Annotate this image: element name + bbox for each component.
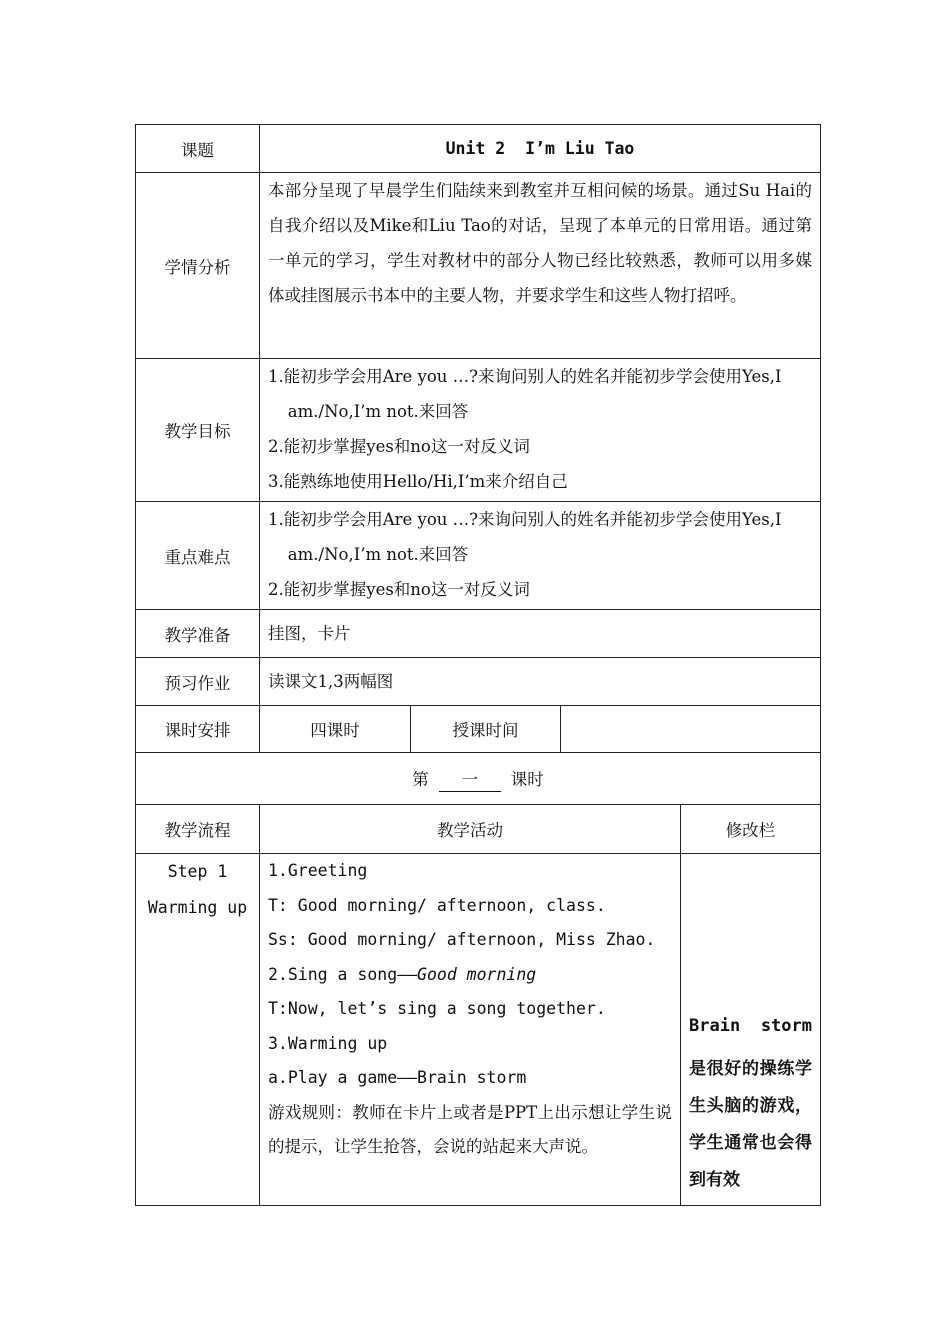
activity-line: 1.Greeting — [268, 861, 368, 880]
note-word-2: storm — [760, 1016, 812, 1036]
activity-line: T:Now, let’s sing a song together. — [268, 999, 606, 1018]
song-title: Good morning — [417, 964, 537, 984]
lesson-header-row — [136, 753, 821, 805]
analysis-text: 本部分呈现了早晨学生们陆续来到教室并互相问候的场景。通过Su Hai的自我介绍以及Mike和Liu Tao的对话，呈现了本单元的日常用语。通过第一单元的学习，学生对教材中的部分人物已经比较熟悉，教师可以用多媒体或挂图展示书本中的主要人物，并要求学生和这些人物打招呼。 — [260, 173, 821, 359]
lesson-number: 一 — [439, 769, 501, 792]
preview-value: 读课文1,3两幅图 — [260, 658, 821, 706]
lesson-plan-table — [135, 124, 821, 1206]
activity-line: 游戏规则：教师在卡片上或者是PPT上出示想让学生说的提示，让学生抢答，会说的站起来大声说。 — [268, 1102, 672, 1156]
lesson-suffix: 课时 — [510, 769, 544, 789]
revision-header: 修改栏 — [681, 805, 821, 854]
step1-number: Step 1 — [167, 862, 228, 881]
activity-header: 教学活动 — [260, 805, 681, 854]
column-header-row — [136, 805, 821, 854]
step1-name: Warming up — [147, 898, 248, 917]
preview-row — [136, 658, 821, 706]
schedule-hours: 四课时 — [260, 706, 411, 753]
key-point-item: 1.能初步学会用Are you …?来询问别人的姓名并能初步学会使用Yes,I am./No,I’m not.来回答 — [268, 510, 782, 564]
step1-flow — [136, 854, 260, 1206]
title-label: 课题 — [136, 125, 260, 173]
objective-item: 2.能初步掌握yes和no这一对反义词 — [268, 437, 530, 456]
step1-activity — [260, 854, 681, 1206]
key-points-list — [260, 502, 821, 610]
schedule-time-label: 授课时间 — [411, 706, 561, 753]
title-value: Unit 2 I’m Liu Tao — [260, 125, 821, 173]
lesson-prefix: 第 — [412, 769, 429, 789]
schedule-row — [136, 706, 821, 753]
objective-item: 1.能初步学会用Are you …?来询问别人的姓名并能初步学会使用Yes,I am./No,I’m not.来回答 — [268, 367, 782, 421]
note-chinese: 是很好的操练学生头脑的游戏，学生通常也会得到有效 — [689, 1059, 812, 1190]
objective-item: 3.能熟练地使用Hello/Hi,I’m来介绍自己 — [268, 472, 568, 491]
revision-note — [681, 854, 821, 1206]
schedule-time-value — [561, 706, 821, 753]
activity-line: Ss: Good morning/ afternoon, Miss Zhao. — [268, 930, 656, 949]
schedule-label: 课时安排 — [136, 706, 260, 753]
preparation-row — [136, 610, 821, 658]
song-prefix: 2.Sing a song—— — [268, 964, 418, 984]
preview-label: 预习作业 — [136, 658, 260, 706]
preparation-label: 教学准备 — [136, 610, 260, 658]
step1-row — [136, 854, 821, 1206]
activity-line-song — [268, 958, 672, 993]
note-english — [689, 1008, 812, 1045]
objectives-row — [136, 359, 821, 502]
key-points-label: 重点难点 — [136, 502, 260, 610]
key-point-item: 2.能初步掌握yes和no这一对反义词 — [268, 580, 530, 599]
analysis-label: 学情分析 — [136, 173, 260, 359]
flow-header: 教学流程 — [136, 805, 260, 854]
activity-line: a.Play a game——Brain storm — [268, 1068, 527, 1087]
title-row — [136, 125, 821, 173]
objectives-list — [260, 359, 821, 502]
activity-line: T: Good morning/ afternoon, class. — [268, 895, 606, 915]
objectives-label: 教学目标 — [136, 359, 260, 502]
analysis-row — [136, 173, 821, 359]
lesson-header — [136, 753, 821, 805]
activity-line: 3.Warming up — [268, 1033, 388, 1053]
preparation-value: 挂图，卡片 — [260, 610, 821, 658]
key-points-row — [136, 502, 821, 610]
note-word-1: Brain — [689, 1016, 741, 1036]
